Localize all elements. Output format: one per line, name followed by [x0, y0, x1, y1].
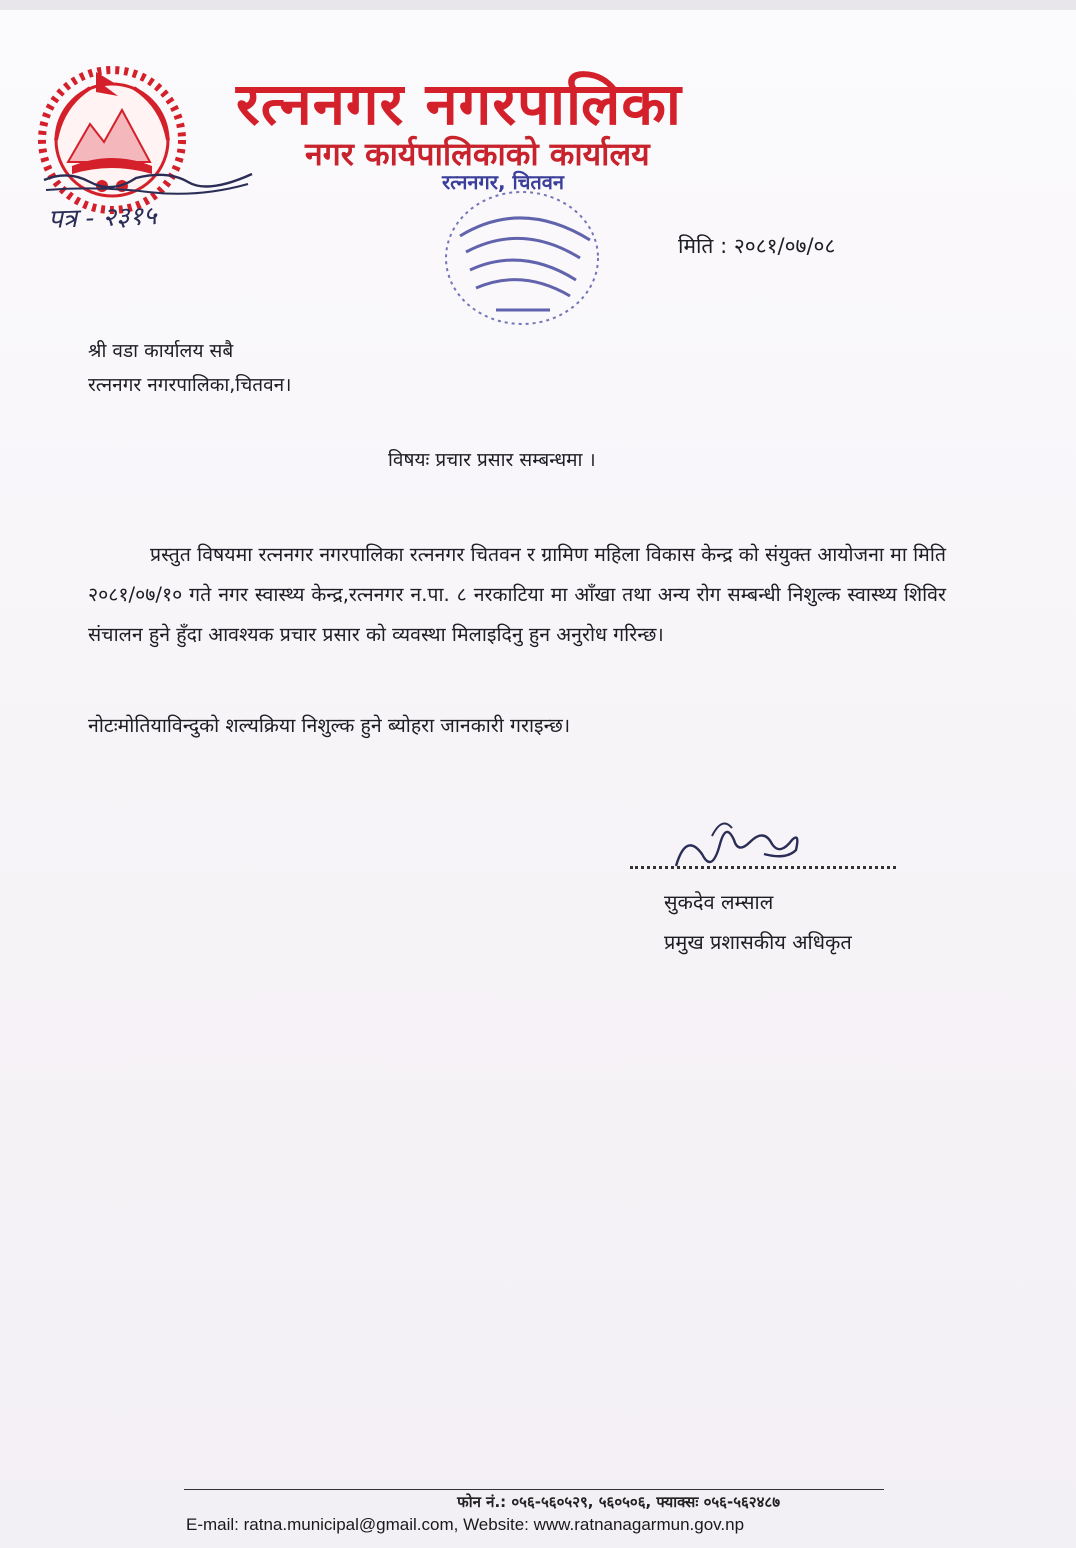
signatory-title: प्रमुख प्रशासकीय अधिकृत — [664, 930, 852, 954]
signature — [668, 814, 808, 884]
signature-dotted-line — [630, 866, 896, 869]
top-edge — [0, 0, 1076, 10]
letter-body: प्रस्तुत विषयमा रत्ननगर नगरपालिका रत्ननगर चितवन र ग्रामिण महिला विकास केन्द्र को संयुक्त आयोजना मा मिति २०८१/०७/१० गते नगर स्वास्थ्य केन्द्र,रत्ननगर न.पा. ८ नरकाटिया मा आँखा तथा अन्य रोग सम्बन्धी निशुल्क स्वास्थ्य शिविर संचालन हुने हुँदा आवश्यक प्रचार प्रसार को व्यवस्था मिलाइदिनु हुन अनुरोध गरिन्छ। — [88, 543, 946, 646]
handwritten-reference: पत्र - २३१५ — [47, 201, 158, 235]
signatory-name: सुकदेव लम्साल — [664, 890, 774, 914]
subject-line: विषयः प्रचार प्रसार सम्बन्धमा । — [388, 449, 596, 471]
letter-date — [678, 232, 835, 260]
office-place: रत्ननगर, चितवन — [442, 170, 565, 194]
footer-divider — [184, 1489, 884, 1490]
office-name: नगर कार्यपालिकाको कार्यालय — [305, 135, 650, 173]
footer-phone: फोन नं.: ०५६-५६०५२९, ५६०५०६, फ्याक्सः ०५६-५६२४८७ — [457, 1493, 780, 1511]
organization-name: रत्ननगर नगरपालिका — [236, 70, 682, 138]
official-stamp — [430, 188, 606, 338]
date-value: २०८१/०७/०८ — [733, 234, 836, 258]
recipient-line-2: रत्ननगर नगरपालिका,चितवन। — [88, 374, 292, 396]
date-label: मिति : — [678, 234, 728, 258]
recipient-line-1: श्री वडा कार्यालय सबै — [88, 340, 234, 362]
footer-contact: E-mail: ratna.municipal@gmail.com, Website: www.ratnanagarmun.gov.np — [186, 1515, 745, 1534]
letter-note: नोटःमोतियाविन्दुको शल्यक्रिया निशुल्क हुने ब्योहरा जानकारी गराइन्छ। — [88, 714, 571, 737]
recipient-block — [88, 334, 291, 402]
